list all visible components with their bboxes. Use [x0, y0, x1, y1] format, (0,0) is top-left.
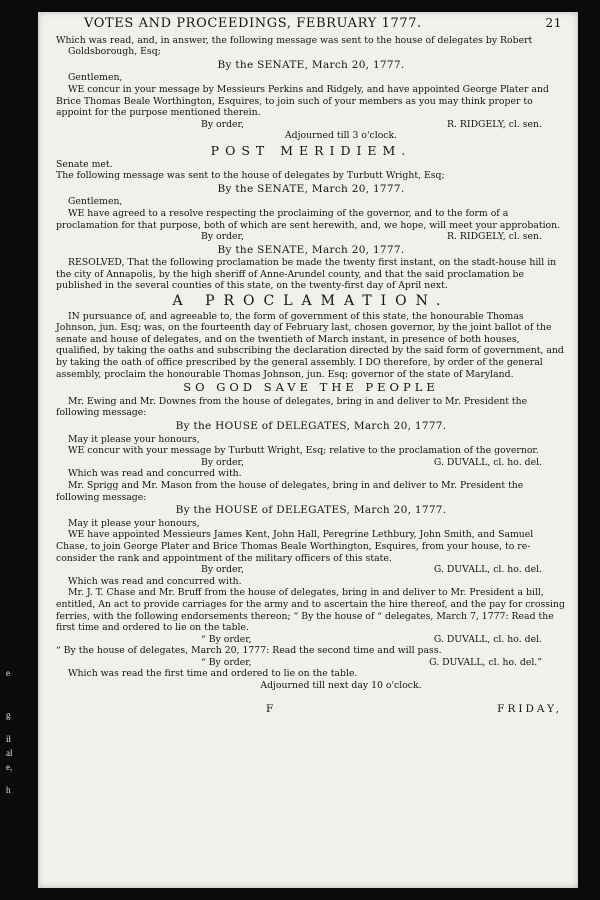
god-save-line: SO GOD SAVE THE PEOPLE	[183, 380, 439, 395]
margin-fragment: h	[6, 785, 11, 795]
paragraph: WE have agreed to a resolve respecting the proclaiming of the governor, and to the form of a proclamation for that purpose, both of which are sent herewith, and, we hope, will meet your approbation.	[56, 207, 561, 231]
paragraph: The following message was sent to the house of delegates by Turbutt Wright, Esq;	[56, 170, 445, 182]
running-head	[84, 18, 566, 30]
by-order: By order,	[201, 564, 244, 576]
signature-line	[56, 564, 566, 576]
salutation: Gentlemen,	[68, 72, 123, 84]
margin-fragment: e	[6, 668, 10, 678]
signatory: G. DUVALL, cl. ho. del.	[433, 456, 542, 468]
post-meridiem-heading: POST MERIDIEM.	[210, 142, 412, 158]
margin-fragment: il	[6, 734, 12, 744]
by-order: By order,	[201, 118, 244, 130]
section-heading: By the SENATE, March 20, 1777.	[217, 243, 405, 256]
paragraph: Which was read and concurred with.	[68, 575, 242, 587]
by-order: “ By order,	[201, 656, 252, 668]
paragraph: WE concur with your message by Turbutt Wright, Esq; relative to the proclamation of the governor.	[68, 445, 539, 457]
section-heading: By the SENATE, March 20, 1777.	[217, 182, 405, 195]
page-number: 21	[545, 16, 562, 30]
gutter-line	[38, 12, 40, 888]
signatory: R. RIDGELY, cl. sen.	[447, 118, 542, 130]
proclamation-heading: A PROCLAMATION.	[172, 293, 450, 310]
paragraph: Which was read, and, in answer, the following message was sent to the house of delegates by Robert Goldsborough, Esq;	[56, 34, 533, 58]
catchword: FRIDAY,	[497, 702, 562, 715]
margin-fragment: al	[6, 748, 13, 758]
salutation: May it please your honours,	[68, 433, 200, 445]
paragraph: WE concur in your message by Messieurs Perkins and Ridgely, and have appointed George Plater and Brice Thomas Beale Worthington, Esquires, to join such of your members as you may think proper to appoint for the purpose mentioned therein.	[56, 83, 549, 119]
section-heading: By the HOUSE of DELEGATES, March 20, 1777.	[175, 504, 447, 517]
by-order: By order,	[201, 456, 244, 468]
signature-line	[56, 657, 566, 669]
by-order: By order,	[201, 231, 244, 243]
paragraph: Which was read and concurred with.	[68, 468, 242, 480]
page-content	[56, 18, 566, 715]
signatory: G. DUVALL, cl. ho. del.”	[429, 656, 542, 668]
signature-line	[56, 231, 566, 243]
signatory: R. RIDGELY, cl. sen.	[447, 231, 542, 243]
section-heading: By the HOUSE of DELEGATES, March 20, 1777.	[175, 420, 447, 432]
section-heading: By the SENATE, March 20, 1777.	[217, 58, 405, 71]
adjournment: Adjourned till next day 10 o'clock.	[260, 680, 422, 692]
paragraph: WE have appointed Messieurs James Kent, John Hall, Peregrine Lethbury, John Smith, and Samuel Chase, to join George Plater and Brice Thomas Beale Worthington, Esquires, from your house, to re-consider the rank and appointment of the military officers of this state.	[56, 529, 534, 564]
adjournment: Adjourned till 3 o'clock.	[284, 130, 398, 142]
salutation: May it please your honours,	[68, 517, 200, 529]
paragraph: Senate met.	[56, 158, 113, 170]
document-page	[38, 12, 578, 888]
salutation: Gentlemen,	[68, 196, 123, 208]
signature-line	[56, 634, 566, 646]
paragraph: “ By the house of delegates, March 20, 1777: Read the second time and will pass.	[56, 645, 442, 657]
scan-left-edge	[0, 0, 38, 900]
page-footer	[56, 704, 566, 716]
signature-line	[56, 119, 566, 131]
paragraph: Which was read the first time and ordered to lie on the table.	[68, 668, 358, 680]
paragraph: Mr. J. T. Chase and Mr. Bruff from the house of delegates, bring in and deliver to Mr. President a bill, entitled, An act to provide carriages for the army and to ascertain the hire thereof, and the pay for crossing ferries, with the following endorsements thereon; “ By the house of “ delegates, March 7, 1777: Read the first time and ordered to lie on the table.	[56, 587, 565, 634]
by-order: “ By order,	[201, 633, 252, 645]
resolution: RESOLVED, That the following proclamation be made the twenty first instant, on the stadt-house hill in the city of Annapolis, by the high sheriff of Anne-Arundel county, and that the said proclamation be published in the several counties of this state, on the twenty-first day of April next.	[56, 257, 557, 292]
paragraph: Mr. Ewing and Mr. Downes from the house of delegates, bring in and deliver to Mr. President the following message:	[56, 395, 528, 419]
running-title: VOTES AND PROCEEDINGS, FEBRUARY 1777.	[84, 16, 422, 31]
margin-fragment: e,	[6, 762, 13, 772]
signature-mark: F	[266, 702, 275, 715]
signatory: G. DUVALL, cl. ho. del.	[433, 633, 542, 645]
signature-line	[56, 457, 566, 469]
signatory: G. DUVALL, cl. ho. del.	[433, 564, 542, 576]
paragraph: Mr. Sprigg and Mr. Mason from the house of delegates, bring in and deliver to Mr. President the following message:	[56, 479, 524, 503]
scan-right-edge	[578, 0, 600, 900]
proclamation-text: IN pursuance of, and agreeable to, the form of government of this state, the honourable Thomas Johnson, jun. Esq; was, on the fourteenth day of February last, chosen governor, by the joint ballot of the senate and house of delegates, and on the twentieth of March instant, in presence of both houses, qualified, by taking the oaths and subscribing the declaration directed by the said form of government, and by taking the oath of office prescribed by the general assembly. I DO therefore, by order of the general assembly, proclaim the honourable Thomas Johnson, jun. Esq; governor of the state of Maryland.	[56, 310, 564, 380]
margin-fragment: g	[6, 710, 11, 720]
